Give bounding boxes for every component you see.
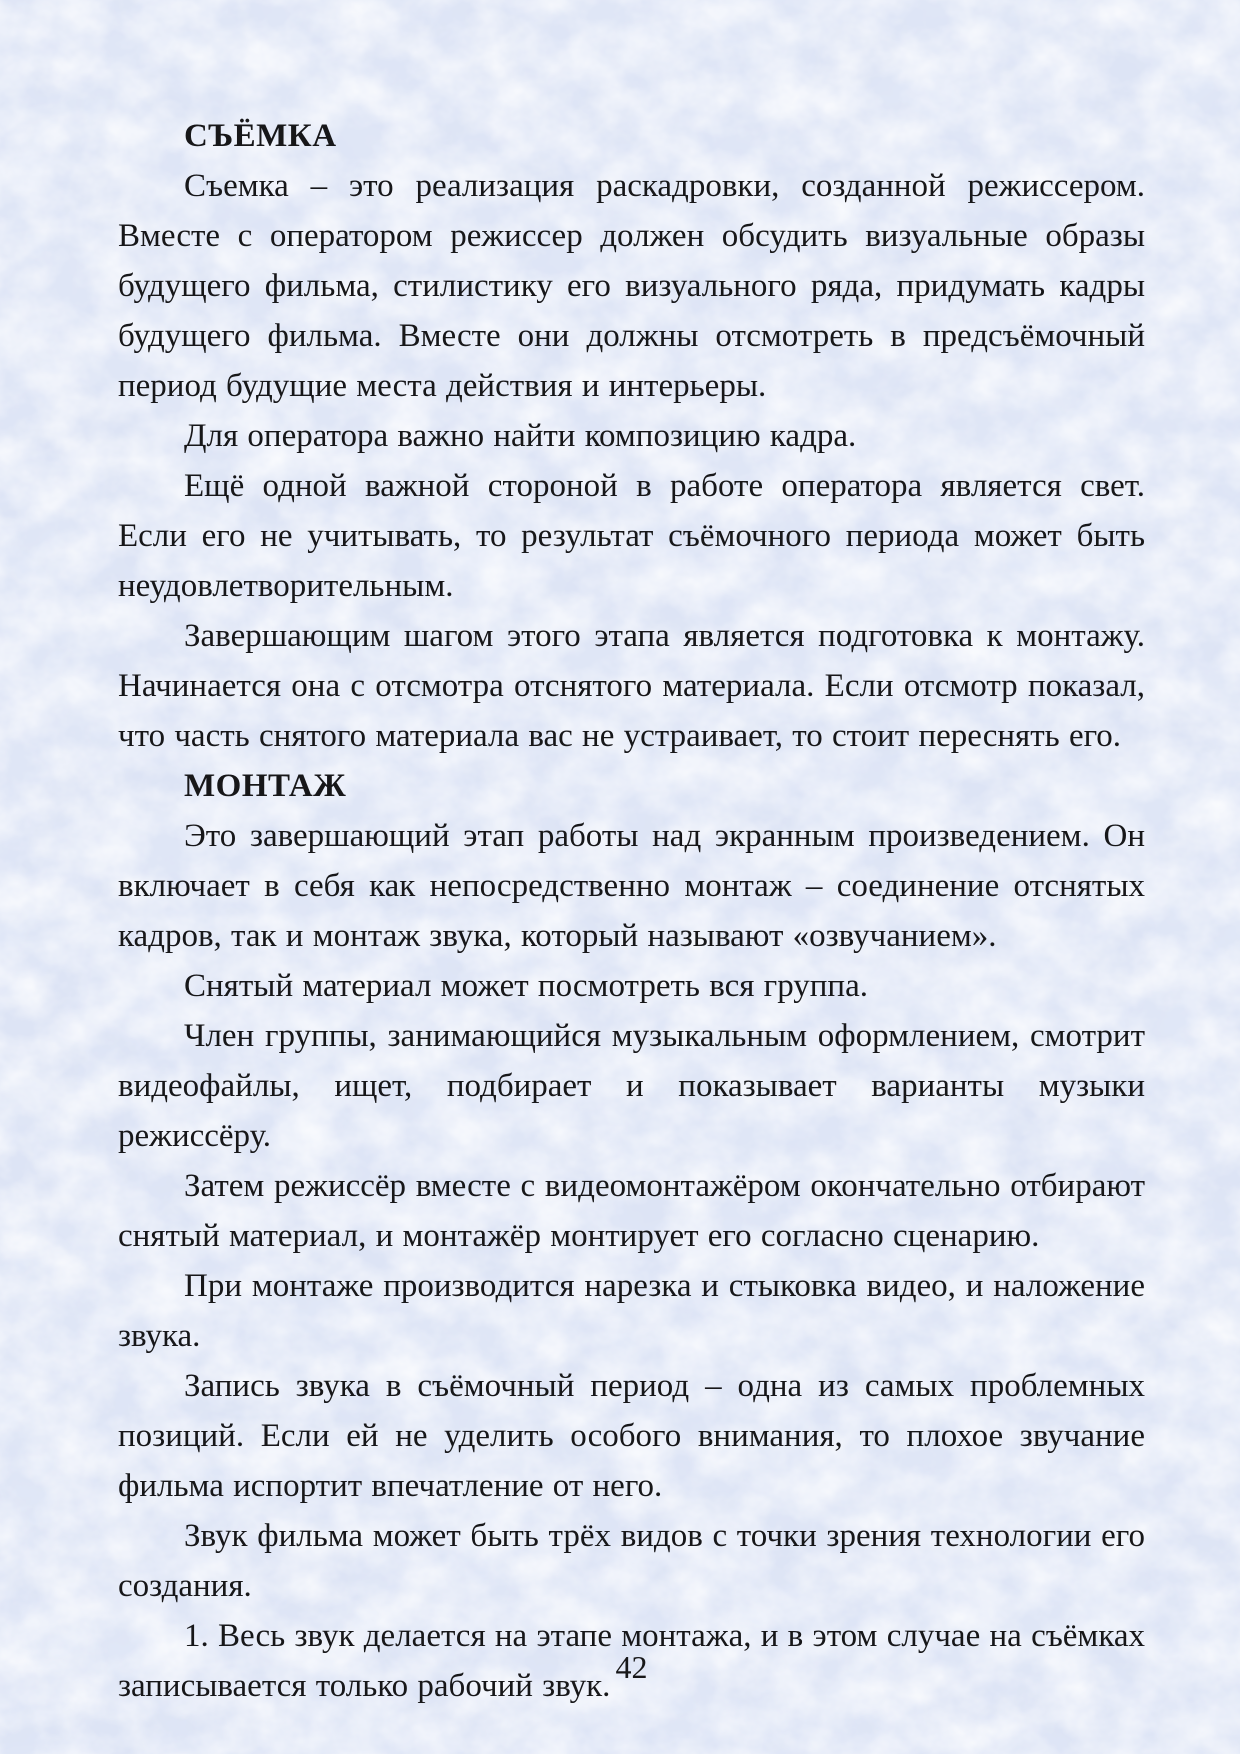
paragraph: Затем режиссёр вместе с видеомонтажёром окончательно отбирают снятый материал, и монтажёр монтирует его согласно сценарию. — [118, 1168, 1145, 1254]
section-heading-montazh: МОНТАЖ — [184, 768, 347, 804]
page-content — [118, 111, 1145, 1711]
section-heading-syomka: СЪЁМКА — [184, 118, 337, 154]
paragraph: При монтаже производится нарезка и стыковка видео, и наложение звука. — [118, 1268, 1145, 1354]
paragraph: Это завершающий этап работы над экранным произведением. Он включает в себя как непосредственно монтаж – соединение отснятых кадров, так и монтаж звука, который называют «озвучанием». — [118, 818, 1145, 954]
paragraph: Звук фильма может быть трёх видов с точки зрения технологии его создания. — [118, 1518, 1145, 1604]
paragraph: 1. Весь звук делается на этапе монтажа, и в этом случае на съёмках записывается только рабочий звук. — [118, 1618, 1145, 1704]
paragraph: Завершающим шагом этого этапа является подготовка к монтажу. Начинается она с отсмотра отснятого материала. Если отсмотр показал, что часть снятого материала вас не устраивает, то стоит переснять его. — [118, 618, 1145, 754]
paragraph: Съемка – это реализация раскадровки, созданной режиссером. Вместе с оператором режиссер должен обсудить визуальные образы будущего фильма, стилистику его визуального ряда, придумать кадры будущего фильма. Вместе они должны отсмотреть в предсъёмочный период будущие места действия и интерьеры. — [118, 168, 1145, 404]
paragraph: Член группы, занимающийся музыкальным оформлением, смотрит видеофайлы, ищет, подбирает и показывает варианты музыки режиссёру. — [118, 1018, 1145, 1154]
paragraph: Запись звука в съёмочный период – одна из самых проблемных позиций. Если ей не уделить особого внимания, то плохое звучание фильма испортит впечатление от него. — [118, 1368, 1145, 1504]
page-number: 42 — [615, 1649, 648, 1685]
paragraph: Ещё одной важной стороной в работе оператора является свет. Если его не учитывать, то результат съёмочного периода может быть неудовлетворительным. — [118, 468, 1145, 604]
paragraph: Снятый материал может посмотреть вся группа. — [184, 968, 868, 1004]
paragraph: Для оператора важно найти композицию кадра. — [184, 418, 857, 454]
